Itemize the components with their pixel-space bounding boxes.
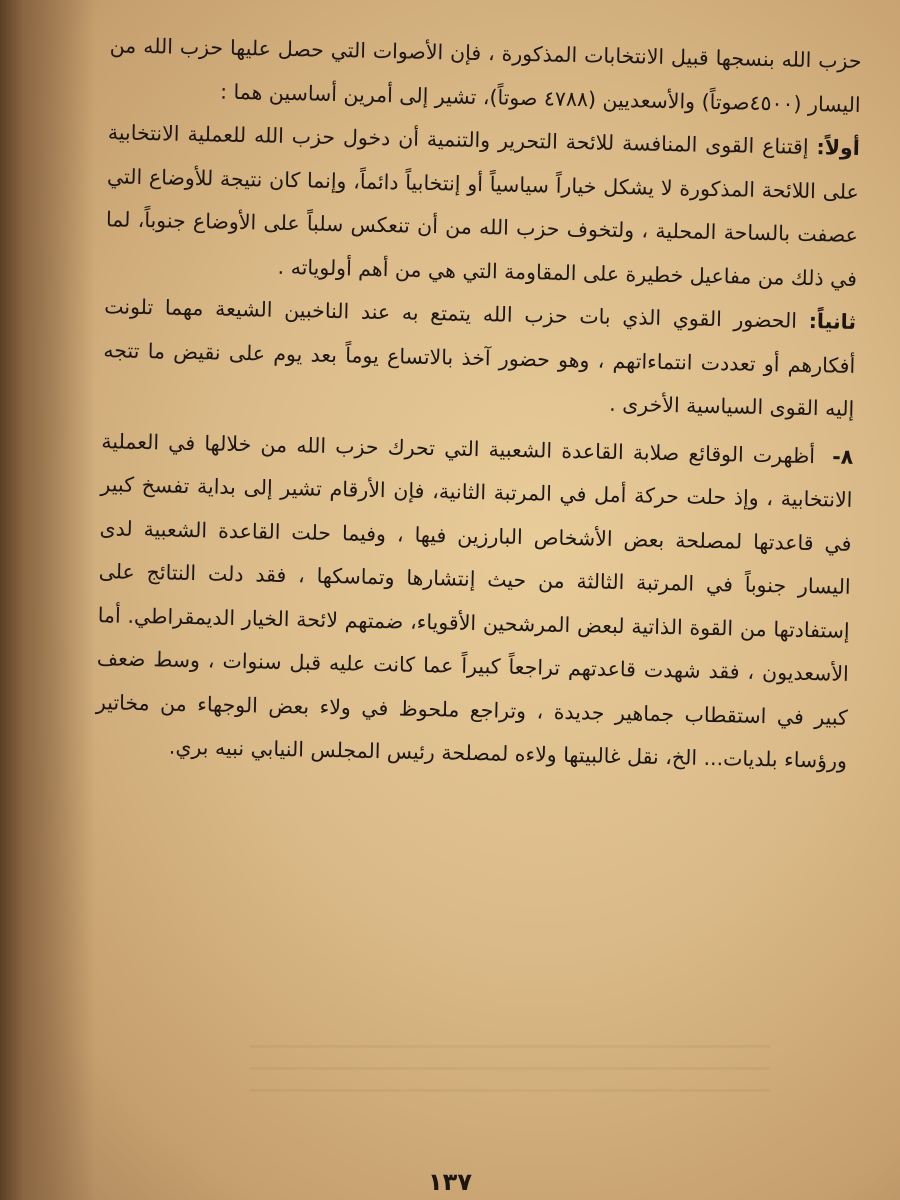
point-second-label: ثانياً: [808,308,857,334]
point-first [105,111,860,301]
numbered-item-8 [95,420,854,784]
gutter-shadow [0,0,95,1200]
body-text [95,24,862,783]
show-through-text [250,1045,770,1105]
item-8-number: ٨- [831,443,854,469]
intro-paragraph: حزب الله بنسجها قبيل الانتخابات المذكورة ، فإن الأصوات التي حصل عليها حزب الله من اليسار (٤٥٠٠صوتاً) والأسعديين (٤٧٨٨ صوتاً)، تشير إلى أمرين أساسين هما : [109,33,862,117]
point-second [102,285,857,431]
point-first-label: أولاً: [816,135,860,160]
page-number: ١٣٧ [428,1168,472,1196]
point-first-text: إقتناع القوى المنافسة للائحة التحرير والتنمية أن دخول حزب الله للعملية الانتخابية على اللائحة المذكورة لا يشكل خياراً سياسياً أو إنتخابياً دائماً، وإنما كان نتيجة للأوضاع التي عصفت بالساحة المحلية ، ولتخوف حزب الله من أن تنعكس سلباً على الأوضاع جنوباً، لما في ذلك من مفاعيل خطيرة على المقاومة التي هي من أهم أولوياته . [105,120,860,291]
item-8-text: أظهرت الوقائع صلابة القاعدة الشعبية التي تحرك حزب الله من خلالها في العملية الانتخابية ، وإذ حلت حركة أمل في المرتبة الثانية، فإن الأرقام تشير إلى بداية تفسخ كبير في قاعدتها لمصلحة بعض الأشخاص البارزين فيها ، وفيما حلت القاعدة الشعبية لدى اليسار جنوباً في المرتبة الثالثة من حيث إنتشارها وتماسكها ، فقد دلت النتائج على إستفادتها من القوة الذاتية لبعض المرشحين الأقوياء، ضمتهم لائحة الخيار الديمقراطي. أما الأسعديون ، فقد شهدت قاعدتهم تراجعاً كبيراً عما كانت عليه قبل سنوات ، وسط ضعف كبير في استقطاب جماهير جديدة ، وتراجع ملحوظ في ولاء بعض الوجهاء من مخاتير ورؤساء بلديات... الخ، نقل غالبيتها ولاءه لمصلحة رئيس المجلس النيابي نبيه بري. [95,428,853,773]
point-second-text: الحضور القوي الذي بات حزب الله يتمتع به عند الناخبين الشيعة مهما تلونت أفكارهم أو تعددت انتماءاتهم ، وهو حضور آخذ بالاتساع يوماً بعد يوم على نقيض ما تتجه إليه القوى السياسية الأخرى . [103,294,856,421]
